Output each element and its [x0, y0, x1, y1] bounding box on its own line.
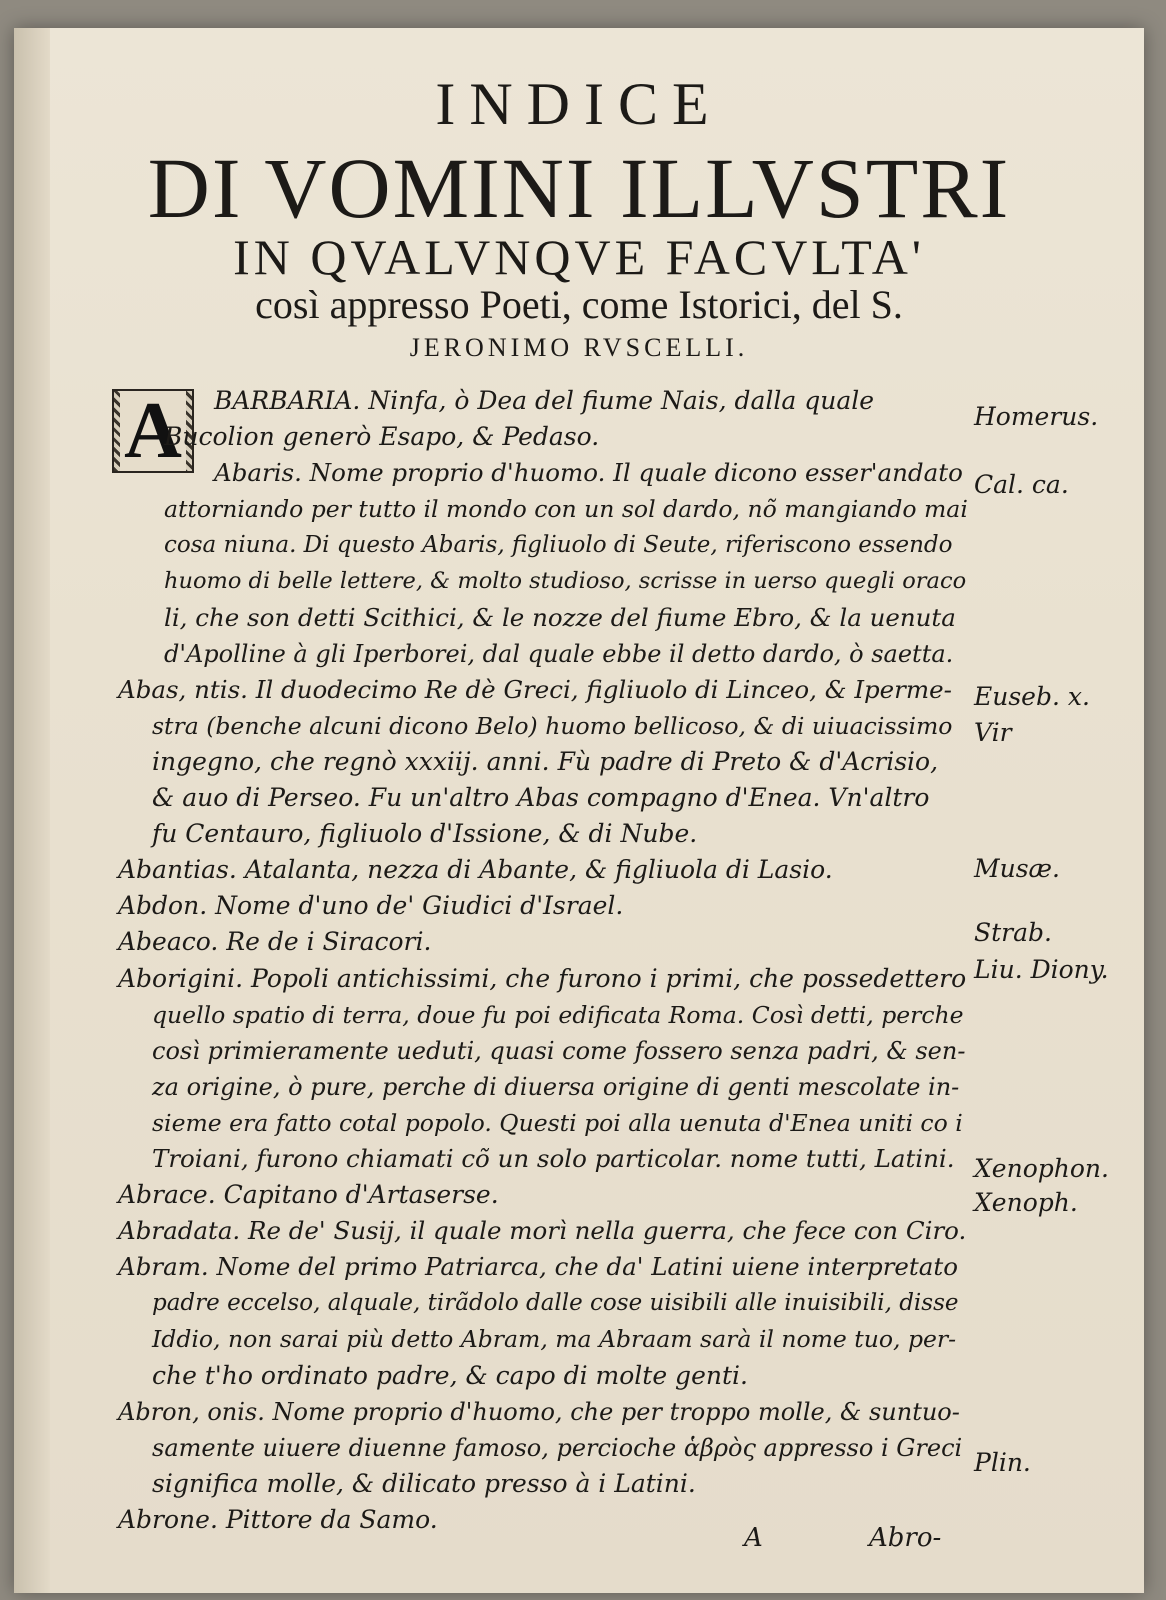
entry-line: Abaris. Nome proprio d'huomo. Il quale dicono esser'andato — [214, 458, 963, 488]
index-entry — [118, 924, 968, 960]
index-entry — [118, 672, 968, 852]
entry-line: quello spatio di terra, doue fu poi edificata Roma. Così detti, perche — [152, 1000, 964, 1029]
title-line-3: IN QVALVNQVE FACVLTA' — [233, 229, 925, 285]
index-entries — [118, 383, 968, 1538]
entry-line: significa molle, & dilicato presso à i Latini. — [152, 1468, 696, 1498]
title-line-4: così appresso Poeti, come Istorici, del S. — [255, 282, 903, 327]
margin-note: Musæ. — [974, 854, 1060, 883]
entry-line: samente uiuere diuenne famoso, percioche ἁβρὸς appresso i Greci — [152, 1433, 963, 1462]
entry-line: padre eccelso, alquale, tirãdolo dalle cose uisibili alle inuisibili, disse — [152, 1290, 959, 1317]
index-entry — [118, 1394, 968, 1502]
entry-line: Bucolion generò Esapo, & Pedaso. — [164, 422, 600, 452]
entry-line: d'Apolline à gli Iperborei, dal quale ebbe il detto dardo, ò saetta. — [164, 639, 954, 668]
index-entry — [118, 1177, 968, 1213]
index-entry — [118, 1213, 968, 1249]
margin-note: Liu. Diony. — [974, 955, 1109, 984]
index-entry — [118, 1249, 968, 1393]
index-entry — [118, 383, 968, 672]
index-entry — [118, 961, 968, 1178]
signature-mark: A — [744, 1523, 763, 1553]
margin-note: Vir — [974, 718, 1012, 747]
decorated-initial: A — [112, 389, 194, 473]
book-page — [14, 28, 1144, 1593]
entry-line: Abram. Nome del primo Patriarca, che da' Latini uiene interpretato — [118, 1252, 958, 1282]
entry-line: cosa niuna. Di questo Abaris, figliuolo di Seute, riferiscono essendo — [164, 532, 953, 559]
entry-line: fu Centauro, figliuolo d'Issione, & di Nube. — [152, 819, 698, 849]
catchword: Abro- — [869, 1523, 942, 1553]
title-line-5: JERONIMO RVSCELLI. — [409, 333, 749, 362]
entry-line: Abrace. Capitano d'Artaserse. — [118, 1180, 499, 1210]
title-line-1: INDICE — [435, 71, 723, 137]
entry-line: Abas, ntis. Il duodecimo Re dè Greci, figliuolo di Linceo, & Iperme- — [118, 674, 952, 704]
entry-line: Abantias. Atalanta, nezza di Abante, & figliuola di Lasio. — [118, 855, 833, 885]
title-line-2: DI VOMINI ILLVSTRI — [147, 140, 1011, 236]
entry-line: sieme era fatto cotal popolo. Questi poi alla uenuta d'Enea uniti co i — [152, 1108, 963, 1137]
margin-note: Xenophon. — [974, 1154, 1109, 1183]
margin-note: Strab. — [974, 918, 1052, 947]
margin-note: Xenoph. — [974, 1188, 1078, 1217]
entry-line: ingegno, che regnò xxxiij. anni. Fù padre di Preto & d'Acrisio, — [152, 746, 939, 776]
entry-line: Abradata. Re de' Susij, il quale morì nella guerra, che fece con Ciro. — [118, 1216, 967, 1246]
margin-note: Homerus. — [974, 402, 1099, 431]
entry-line: za origine, ò pure, perche di diuersa origine di genti mescolate in- — [152, 1072, 960, 1101]
margin-note: Cal. ca. — [974, 470, 1069, 499]
entry-line: & auo di Perseo. Fu un'altro Abas compagno d'Enea. Vn'altro — [152, 783, 930, 813]
entry-line: Aborigini. Popoli antichissimi, che furono i primi, che possedettero — [118, 963, 967, 993]
entry-line: che t'ho ordinato padre, & capo di molte genti. — [152, 1360, 748, 1390]
entry-line: Abrone. Pittore da Samo. — [118, 1504, 438, 1534]
entry-line: attorniando per tutto il mondo con un sol dardo, nõ mangiando mai — [164, 495, 968, 524]
margin-note: Euseb. x. — [974, 682, 1090, 711]
index-entry — [118, 852, 968, 888]
entry-line: BARBARIA. Ninfa, ò Dea del fiume Nais, dalla quale — [214, 386, 875, 415]
entry-line: li, che son detti Scithici, & le nozze del fiume Ebro, & la uenuta — [164, 602, 956, 632]
entry-line: così primieramente ueduti, quasi come fossero senza padri, & sen- — [152, 1036, 966, 1065]
entry-line: huomo di belle lettere, & molto studioso, scrisse in uerso quegli oraco — [164, 568, 967, 595]
entry-line: Abdon. Nome d'uno de' Giudici d'Israel. — [118, 891, 624, 921]
margin-note: Plin. — [974, 1448, 1031, 1477]
index-entry — [118, 888, 968, 924]
entry-line: Abeaco. Re de i Siracori. — [118, 927, 432, 957]
entry-line: Troiani, furono chiamati cõ un solo particolar. nome tutti, Latini. — [152, 1143, 955, 1173]
entry-line: Iddio, non sarai più detto Abram, ma Abraam sarà il nome tuo, per- — [152, 1325, 957, 1354]
entry-line: Abron, onis. Nome proprio d'huomo, che per troppo molle, & suntuo- — [118, 1397, 960, 1426]
index-entry — [118, 1502, 968, 1538]
entry-line: stra (benche alcuni dicono Belo) huomo bellicoso, & di uiuacissimo — [152, 711, 953, 740]
